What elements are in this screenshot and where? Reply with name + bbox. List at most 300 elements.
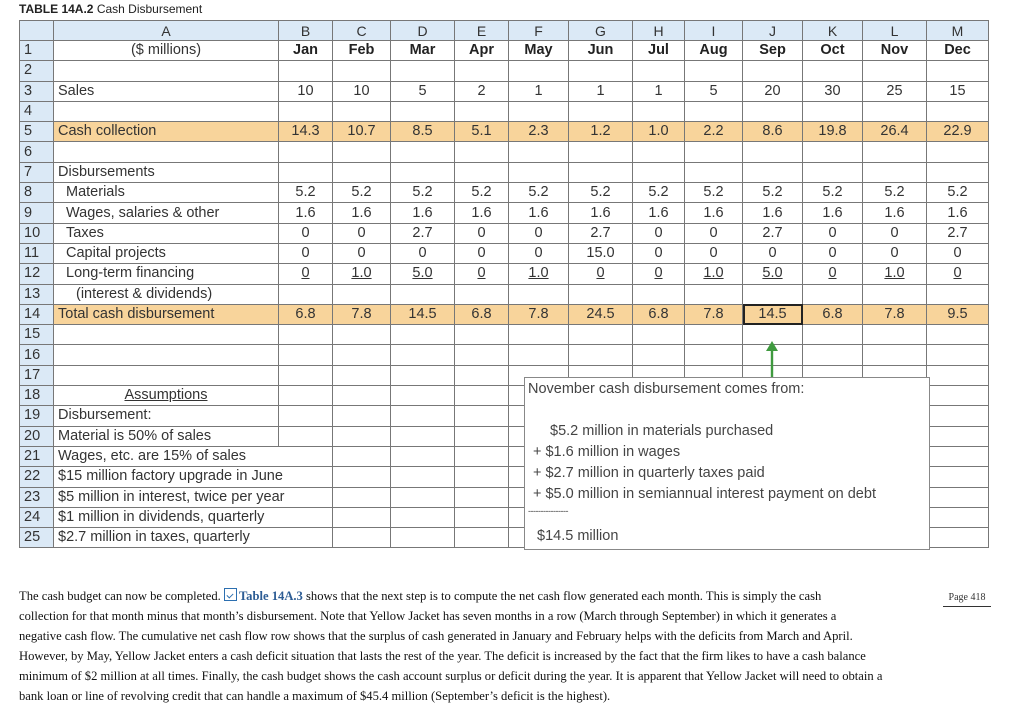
empty-cell[interactable] xyxy=(279,101,333,121)
empty-cell[interactable] xyxy=(455,487,509,507)
empty-cell[interactable] xyxy=(391,101,455,121)
row-number[interactable]: 20 xyxy=(20,426,54,446)
row-number[interactable]: 7 xyxy=(20,162,54,182)
cell-value: Assumptions xyxy=(124,387,208,404)
empty-cell[interactable] xyxy=(509,325,569,345)
value-cell[interactable]: 15.0 xyxy=(569,243,633,263)
label-cell[interactable] xyxy=(54,345,279,365)
label-cell[interactable]: ($ millions) xyxy=(54,41,279,61)
table-caption-title: Cash Disbursement xyxy=(96,2,203,16)
empty-cell[interactable] xyxy=(333,162,391,182)
column-header-e[interactable]: E xyxy=(455,21,509,41)
empty-cell[interactable] xyxy=(279,61,333,81)
label-cell[interactable]: Sales xyxy=(54,81,279,101)
value-cell[interactable]: 14.5 xyxy=(743,304,803,324)
value-cell[interactable]: 24.5 xyxy=(569,304,633,324)
value-cell[interactable]: 1.6 xyxy=(633,203,685,223)
empty-cell[interactable] xyxy=(633,325,685,345)
empty-cell[interactable] xyxy=(455,528,509,548)
empty-cell[interactable] xyxy=(391,365,455,385)
value-cell[interactable]: 6.8 xyxy=(279,304,333,324)
value-cell[interactable]: 0 xyxy=(743,243,803,263)
value-cell[interactable]: 5.2 xyxy=(743,183,803,203)
empty-cell[interactable] xyxy=(279,365,333,385)
value-cell[interactable]: 0 xyxy=(685,223,743,243)
value-cell[interactable]: 0 xyxy=(279,243,333,263)
label-cell[interactable]: $15 million factory upgrade in June xyxy=(54,467,333,487)
empty-cell[interactable] xyxy=(333,325,391,345)
value-cell[interactable]: 0 xyxy=(927,243,989,263)
value-cell[interactable]: Feb xyxy=(333,41,391,61)
empty-cell[interactable] xyxy=(333,345,391,365)
empty-cell[interactable] xyxy=(279,325,333,345)
value-cell[interactable]: 8.5 xyxy=(391,122,455,142)
empty-cell[interactable] xyxy=(391,528,455,548)
value-cell[interactable] xyxy=(685,264,743,284)
empty-cell[interactable] xyxy=(333,142,391,162)
empty-cell[interactable] xyxy=(509,101,569,121)
value-cell[interactable]: 5.2 xyxy=(509,183,569,203)
value-cell[interactable]: 5.2 xyxy=(863,183,927,203)
column-header-a[interactable]: A xyxy=(54,21,279,41)
empty-cell[interactable] xyxy=(391,426,455,446)
empty-cell[interactable] xyxy=(685,325,743,345)
label-cell[interactable] xyxy=(54,142,279,162)
empty-cell[interactable] xyxy=(569,325,633,345)
value-cell[interactable]: 5.2 xyxy=(803,183,863,203)
empty-cell[interactable] xyxy=(391,345,455,365)
value-cell[interactable] xyxy=(455,264,509,284)
value-cell[interactable]: 1 xyxy=(633,81,685,101)
column-header-h[interactable]: H xyxy=(633,21,685,41)
value-cell[interactable]: Oct xyxy=(803,41,863,61)
empty-cell[interactable] xyxy=(569,345,633,365)
value-cell[interactable]: 0 xyxy=(455,223,509,243)
empty-cell[interactable] xyxy=(333,406,391,426)
column-header-b[interactable]: B xyxy=(279,21,333,41)
value-cell[interactable]: 7.8 xyxy=(509,304,569,324)
empty-cell[interactable] xyxy=(927,528,989,548)
value-cell[interactable]: Sep xyxy=(743,41,803,61)
empty-cell[interactable] xyxy=(455,61,509,81)
empty-cell[interactable] xyxy=(743,61,803,81)
value-cell[interactable]: 1 xyxy=(569,81,633,101)
row-number[interactable]: 8 xyxy=(20,183,54,203)
value-cell[interactable] xyxy=(803,264,863,284)
value-cell[interactable] xyxy=(927,264,989,284)
row-number[interactable]: 22 xyxy=(20,467,54,487)
empty-cell[interactable] xyxy=(391,507,455,527)
value-cell[interactable]: 1.6 xyxy=(863,203,927,223)
value-cell[interactable]: 1.6 xyxy=(685,203,743,223)
empty-cell[interactable] xyxy=(333,284,391,304)
empty-cell[interactable] xyxy=(863,142,927,162)
label-cell[interactable]: $1 million in dividends, quarterly xyxy=(54,507,333,527)
value-cell[interactable]: 0 xyxy=(333,223,391,243)
value-cell[interactable]: 14.5 xyxy=(391,304,455,324)
empty-cell[interactable] xyxy=(569,142,633,162)
value-cell[interactable]: 0 xyxy=(509,223,569,243)
empty-cell[interactable] xyxy=(455,162,509,182)
empty-cell[interactable] xyxy=(333,386,391,406)
empty-cell[interactable] xyxy=(927,507,989,527)
empty-cell[interactable] xyxy=(279,386,333,406)
empty-cell[interactable] xyxy=(333,426,391,446)
empty-cell[interactable] xyxy=(569,284,633,304)
value-cell[interactable]: 26.4 xyxy=(863,122,927,142)
empty-cell[interactable] xyxy=(391,61,455,81)
empty-cell[interactable] xyxy=(743,142,803,162)
empty-cell[interactable] xyxy=(569,101,633,121)
row-number[interactable]: 1 xyxy=(20,41,54,61)
value-cell[interactable]: 5.2 xyxy=(569,183,633,203)
value-cell[interactable]: 10 xyxy=(333,81,391,101)
empty-cell[interactable] xyxy=(633,101,685,121)
empty-cell[interactable] xyxy=(391,467,455,487)
empty-cell[interactable] xyxy=(633,284,685,304)
value-cell[interactable]: 0 xyxy=(863,223,927,243)
corner-cell[interactable] xyxy=(20,21,54,41)
value-cell[interactable]: 5.2 xyxy=(333,183,391,203)
value-cell[interactable]: Aug xyxy=(685,41,743,61)
value-cell[interactable]: 5.1 xyxy=(455,122,509,142)
row-number[interactable]: 5 xyxy=(20,122,54,142)
label-cell[interactable]: Long-term financing xyxy=(54,264,279,284)
empty-cell[interactable] xyxy=(333,467,391,487)
value-cell[interactable]: 19.8 xyxy=(803,122,863,142)
value-cell[interactable]: 10.7 xyxy=(333,122,391,142)
empty-cell[interactable] xyxy=(391,446,455,466)
empty-cell[interactable] xyxy=(803,345,863,365)
empty-cell[interactable] xyxy=(743,101,803,121)
label-cell[interactable]: Disbursements xyxy=(54,162,279,182)
empty-cell[interactable] xyxy=(391,162,455,182)
empty-cell[interactable] xyxy=(509,162,569,182)
empty-cell[interactable] xyxy=(333,446,391,466)
value-cell[interactable]: 1.6 xyxy=(569,203,633,223)
value-cell[interactable]: 0 xyxy=(685,243,743,263)
value-cell[interactable]: 5 xyxy=(391,81,455,101)
value-cell[interactable]: May xyxy=(509,41,569,61)
empty-cell[interactable] xyxy=(391,284,455,304)
empty-cell[interactable] xyxy=(333,365,391,385)
empty-cell[interactable] xyxy=(391,142,455,162)
row-number[interactable]: 3 xyxy=(20,81,54,101)
label-cell[interactable]: Capital projects xyxy=(54,243,279,263)
value-cell[interactable]: 0 xyxy=(333,243,391,263)
empty-cell[interactable] xyxy=(391,386,455,406)
value-cell[interactable]: 2.7 xyxy=(569,223,633,243)
empty-cell[interactable] xyxy=(927,365,989,385)
value-cell[interactable]: 15 xyxy=(927,81,989,101)
value-cell[interactable]: 1 xyxy=(509,81,569,101)
value-cell[interactable]: 2.3 xyxy=(509,122,569,142)
empty-cell[interactable] xyxy=(685,162,743,182)
empty-cell[interactable] xyxy=(863,61,927,81)
empty-cell[interactable] xyxy=(455,365,509,385)
empty-cell[interactable] xyxy=(743,162,803,182)
empty-cell[interactable] xyxy=(455,386,509,406)
label-cell[interactable]: $5 million in interest, twice per year xyxy=(54,487,333,507)
empty-cell[interactable] xyxy=(279,426,333,446)
row-number[interactable]: 14 xyxy=(20,304,54,324)
value-cell[interactable]: 9.5 xyxy=(927,304,989,324)
empty-cell[interactable] xyxy=(927,61,989,81)
empty-cell[interactable] xyxy=(685,61,743,81)
value-cell[interactable]: 14.3 xyxy=(279,122,333,142)
empty-cell[interactable] xyxy=(863,162,927,182)
value-cell[interactable]: 2 xyxy=(455,81,509,101)
empty-cell[interactable] xyxy=(927,101,989,121)
row-number[interactable]: 10 xyxy=(20,223,54,243)
column-header-g[interactable]: G xyxy=(569,21,633,41)
value-cell[interactable] xyxy=(633,264,685,284)
value-cell[interactable]: 20 xyxy=(743,81,803,101)
value-cell[interactable]: 1.0 xyxy=(633,122,685,142)
empty-cell[interactable] xyxy=(333,528,391,548)
label-cell[interactable]: Total cash disbursement xyxy=(54,304,279,324)
column-header-d[interactable]: D xyxy=(391,21,455,41)
empty-cell[interactable] xyxy=(569,61,633,81)
empty-cell[interactable] xyxy=(803,61,863,81)
value-cell[interactable]: 1.6 xyxy=(391,203,455,223)
value-cell[interactable]: Mar xyxy=(391,41,455,61)
value-cell[interactable]: 30 xyxy=(803,81,863,101)
value-cell[interactable]: 0 xyxy=(803,223,863,243)
value-cell[interactable]: 2.7 xyxy=(927,223,989,243)
empty-cell[interactable] xyxy=(279,162,333,182)
empty-cell[interactable] xyxy=(509,345,569,365)
row-number[interactable]: 23 xyxy=(20,487,54,507)
empty-cell[interactable] xyxy=(279,142,333,162)
label-cell[interactable]: $2.7 million in taxes, quarterly xyxy=(54,528,333,548)
row-number[interactable]: 18 xyxy=(20,386,54,406)
column-header-j[interactable]: J xyxy=(743,21,803,41)
empty-cell[interactable] xyxy=(927,446,989,466)
empty-cell[interactable] xyxy=(279,406,333,426)
empty-cell[interactable] xyxy=(927,467,989,487)
value-cell[interactable]: Apr xyxy=(455,41,509,61)
empty-cell[interactable] xyxy=(333,101,391,121)
value-cell[interactable]: 5.2 xyxy=(279,183,333,203)
empty-cell[interactable] xyxy=(927,325,989,345)
value-cell[interactable]: 0 xyxy=(633,243,685,263)
row-number[interactable]: 9 xyxy=(20,203,54,223)
empty-cell[interactable] xyxy=(863,284,927,304)
value-cell[interactable]: 1.6 xyxy=(743,203,803,223)
column-header-k[interactable]: K xyxy=(803,21,863,41)
label-cell[interactable] xyxy=(54,101,279,121)
empty-cell[interactable] xyxy=(455,406,509,426)
column-header-l[interactable]: L xyxy=(863,21,927,41)
empty-cell[interactable] xyxy=(927,426,989,446)
value-cell[interactable]: 1.6 xyxy=(509,203,569,223)
value-cell[interactable]: 0 xyxy=(633,223,685,243)
empty-cell[interactable] xyxy=(333,61,391,81)
empty-cell[interactable] xyxy=(863,325,927,345)
row-number[interactable]: 11 xyxy=(20,243,54,263)
label-cell[interactable]: Material is 50% of sales xyxy=(54,426,279,446)
empty-cell[interactable] xyxy=(927,284,989,304)
value-cell[interactable]: Jun xyxy=(569,41,633,61)
empty-cell[interactable] xyxy=(279,284,333,304)
empty-cell[interactable] xyxy=(803,142,863,162)
value-cell[interactable]: 0 xyxy=(455,243,509,263)
value-cell[interactable]: 1.6 xyxy=(803,203,863,223)
empty-cell[interactable] xyxy=(685,142,743,162)
value-cell[interactable]: 2.7 xyxy=(743,223,803,243)
sheet-row xyxy=(20,183,989,203)
value-cell[interactable] xyxy=(391,264,455,284)
empty-cell[interactable] xyxy=(863,345,927,365)
row-number[interactable]: 19 xyxy=(20,406,54,426)
value-cell[interactable]: 2.7 xyxy=(391,223,455,243)
value-cell[interactable]: 0 xyxy=(803,243,863,263)
empty-cell[interactable] xyxy=(927,487,989,507)
row-number[interactable]: 13 xyxy=(20,284,54,304)
label-cell[interactable]: Wages, salaries & other xyxy=(54,203,279,223)
value-cell[interactable]: 5.2 xyxy=(927,183,989,203)
value-cell[interactable]: 5.2 xyxy=(455,183,509,203)
empty-cell[interactable] xyxy=(279,345,333,365)
value-cell[interactable] xyxy=(863,264,927,284)
empty-cell[interactable] xyxy=(743,284,803,304)
empty-cell[interactable] xyxy=(333,487,391,507)
empty-cell[interactable] xyxy=(803,284,863,304)
value-cell[interactable]: 2.2 xyxy=(685,122,743,142)
label-cell[interactable]: Disbursement: xyxy=(54,406,279,426)
value-cell[interactable]: Dec xyxy=(927,41,989,61)
empty-cell[interactable] xyxy=(685,345,743,365)
value-cell[interactable]: 25 xyxy=(863,81,927,101)
row-number[interactable]: 25 xyxy=(20,528,54,548)
value-cell[interactable]: 6.8 xyxy=(803,304,863,324)
value-cell[interactable]: 1.2 xyxy=(569,122,633,142)
value-cell[interactable]: 0 xyxy=(391,243,455,263)
empty-cell[interactable] xyxy=(455,446,509,466)
empty-cell[interactable] xyxy=(455,345,509,365)
row-number[interactable]: 16 xyxy=(20,345,54,365)
row-number[interactable]: 4 xyxy=(20,101,54,121)
empty-cell[interactable] xyxy=(927,406,989,426)
value-cell[interactable]: 5.2 xyxy=(685,183,743,203)
empty-cell[interactable] xyxy=(391,406,455,426)
empty-cell[interactable] xyxy=(863,101,927,121)
value-cell[interactable]: Jul xyxy=(633,41,685,61)
value-cell[interactable]: 8.6 xyxy=(743,122,803,142)
row-number[interactable]: 2 xyxy=(20,61,54,81)
label-cell[interactable]: Cash collection xyxy=(54,122,279,142)
empty-cell[interactable] xyxy=(333,507,391,527)
row-number[interactable]: 17 xyxy=(20,365,54,385)
column-header-f[interactable]: F xyxy=(509,21,569,41)
value-cell[interactable] xyxy=(333,264,391,284)
value-cell[interactable] xyxy=(569,264,633,284)
empty-cell[interactable] xyxy=(509,142,569,162)
label-cell[interactable]: Wages, etc. are 15% of sales xyxy=(54,446,333,466)
value-cell[interactable]: 5.2 xyxy=(391,183,455,203)
value-cell[interactable]: Nov xyxy=(863,41,927,61)
empty-cell[interactable] xyxy=(455,284,509,304)
empty-cell[interactable] xyxy=(803,101,863,121)
value-cell[interactable]: 0 xyxy=(279,223,333,243)
value-cell[interactable]: 0 xyxy=(863,243,927,263)
row-number[interactable]: 15 xyxy=(20,325,54,345)
value-cell[interactable]: 6.8 xyxy=(455,304,509,324)
empty-cell[interactable] xyxy=(685,284,743,304)
value-cell[interactable]: 7.8 xyxy=(333,304,391,324)
empty-cell[interactable] xyxy=(455,101,509,121)
value-cell[interactable]: 1.6 xyxy=(279,203,333,223)
empty-cell[interactable] xyxy=(455,142,509,162)
column-header-m[interactable]: M xyxy=(927,21,989,41)
label-cell[interactable]: (interest & dividends) xyxy=(54,284,279,304)
empty-cell[interactable] xyxy=(391,325,455,345)
label-cell[interactable] xyxy=(54,386,279,406)
row-number[interactable]: 24 xyxy=(20,507,54,527)
empty-cell[interactable] xyxy=(569,162,633,182)
value-cell[interactable]: 0 xyxy=(509,243,569,263)
row-number[interactable]: 6 xyxy=(20,142,54,162)
empty-cell[interactable] xyxy=(633,345,685,365)
empty-cell[interactable] xyxy=(509,61,569,81)
value-cell[interactable]: 5.2 xyxy=(633,183,685,203)
empty-cell[interactable] xyxy=(685,101,743,121)
value-cell[interactable] xyxy=(509,264,569,284)
value-cell[interactable]: Jan xyxy=(279,41,333,61)
empty-cell[interactable] xyxy=(803,162,863,182)
empty-cell[interactable] xyxy=(509,284,569,304)
table-link-icon[interactable] xyxy=(224,588,237,601)
label-cell[interactable] xyxy=(54,61,279,81)
label-cell[interactable]: Taxes xyxy=(54,223,279,243)
value-cell[interactable]: 1.6 xyxy=(927,203,989,223)
value-cell[interactable]: 5 xyxy=(685,81,743,101)
empty-cell[interactable] xyxy=(455,325,509,345)
value-cell[interactable] xyxy=(279,264,333,284)
column-header-row xyxy=(20,21,989,41)
value-cell[interactable]: 7.8 xyxy=(685,304,743,324)
empty-cell[interactable] xyxy=(455,467,509,487)
value-cell[interactable]: 1.6 xyxy=(455,203,509,223)
empty-cell[interactable] xyxy=(927,386,989,406)
value-cell[interactable] xyxy=(743,264,803,284)
empty-cell[interactable] xyxy=(803,325,863,345)
empty-cell[interactable] xyxy=(633,61,685,81)
value-cell[interactable]: 6.8 xyxy=(633,304,685,324)
empty-cell[interactable] xyxy=(927,345,989,365)
empty-cell[interactable] xyxy=(927,162,989,182)
row-number[interactable]: 12 xyxy=(20,264,54,284)
table-link[interactable]: Table 14A.3 xyxy=(238,589,303,603)
empty-cell[interactable] xyxy=(455,426,509,446)
label-cell[interactable] xyxy=(54,365,279,385)
empty-cell[interactable] xyxy=(391,487,455,507)
column-header-i[interactable]: I xyxy=(685,21,743,41)
value-cell[interactable]: 7.8 xyxy=(863,304,927,324)
value-cell[interactable]: 1.6 xyxy=(333,203,391,223)
label-cell[interactable] xyxy=(54,325,279,345)
column-header-c[interactable]: C xyxy=(333,21,391,41)
empty-cell[interactable] xyxy=(633,142,685,162)
row-number[interactable]: 21 xyxy=(20,446,54,466)
value-cell[interactable]: 22.9 xyxy=(927,122,989,142)
empty-cell[interactable] xyxy=(927,142,989,162)
label-cell[interactable]: Materials xyxy=(54,183,279,203)
empty-cell[interactable] xyxy=(633,162,685,182)
empty-cell[interactable] xyxy=(455,507,509,527)
value-cell[interactable]: 10 xyxy=(279,81,333,101)
